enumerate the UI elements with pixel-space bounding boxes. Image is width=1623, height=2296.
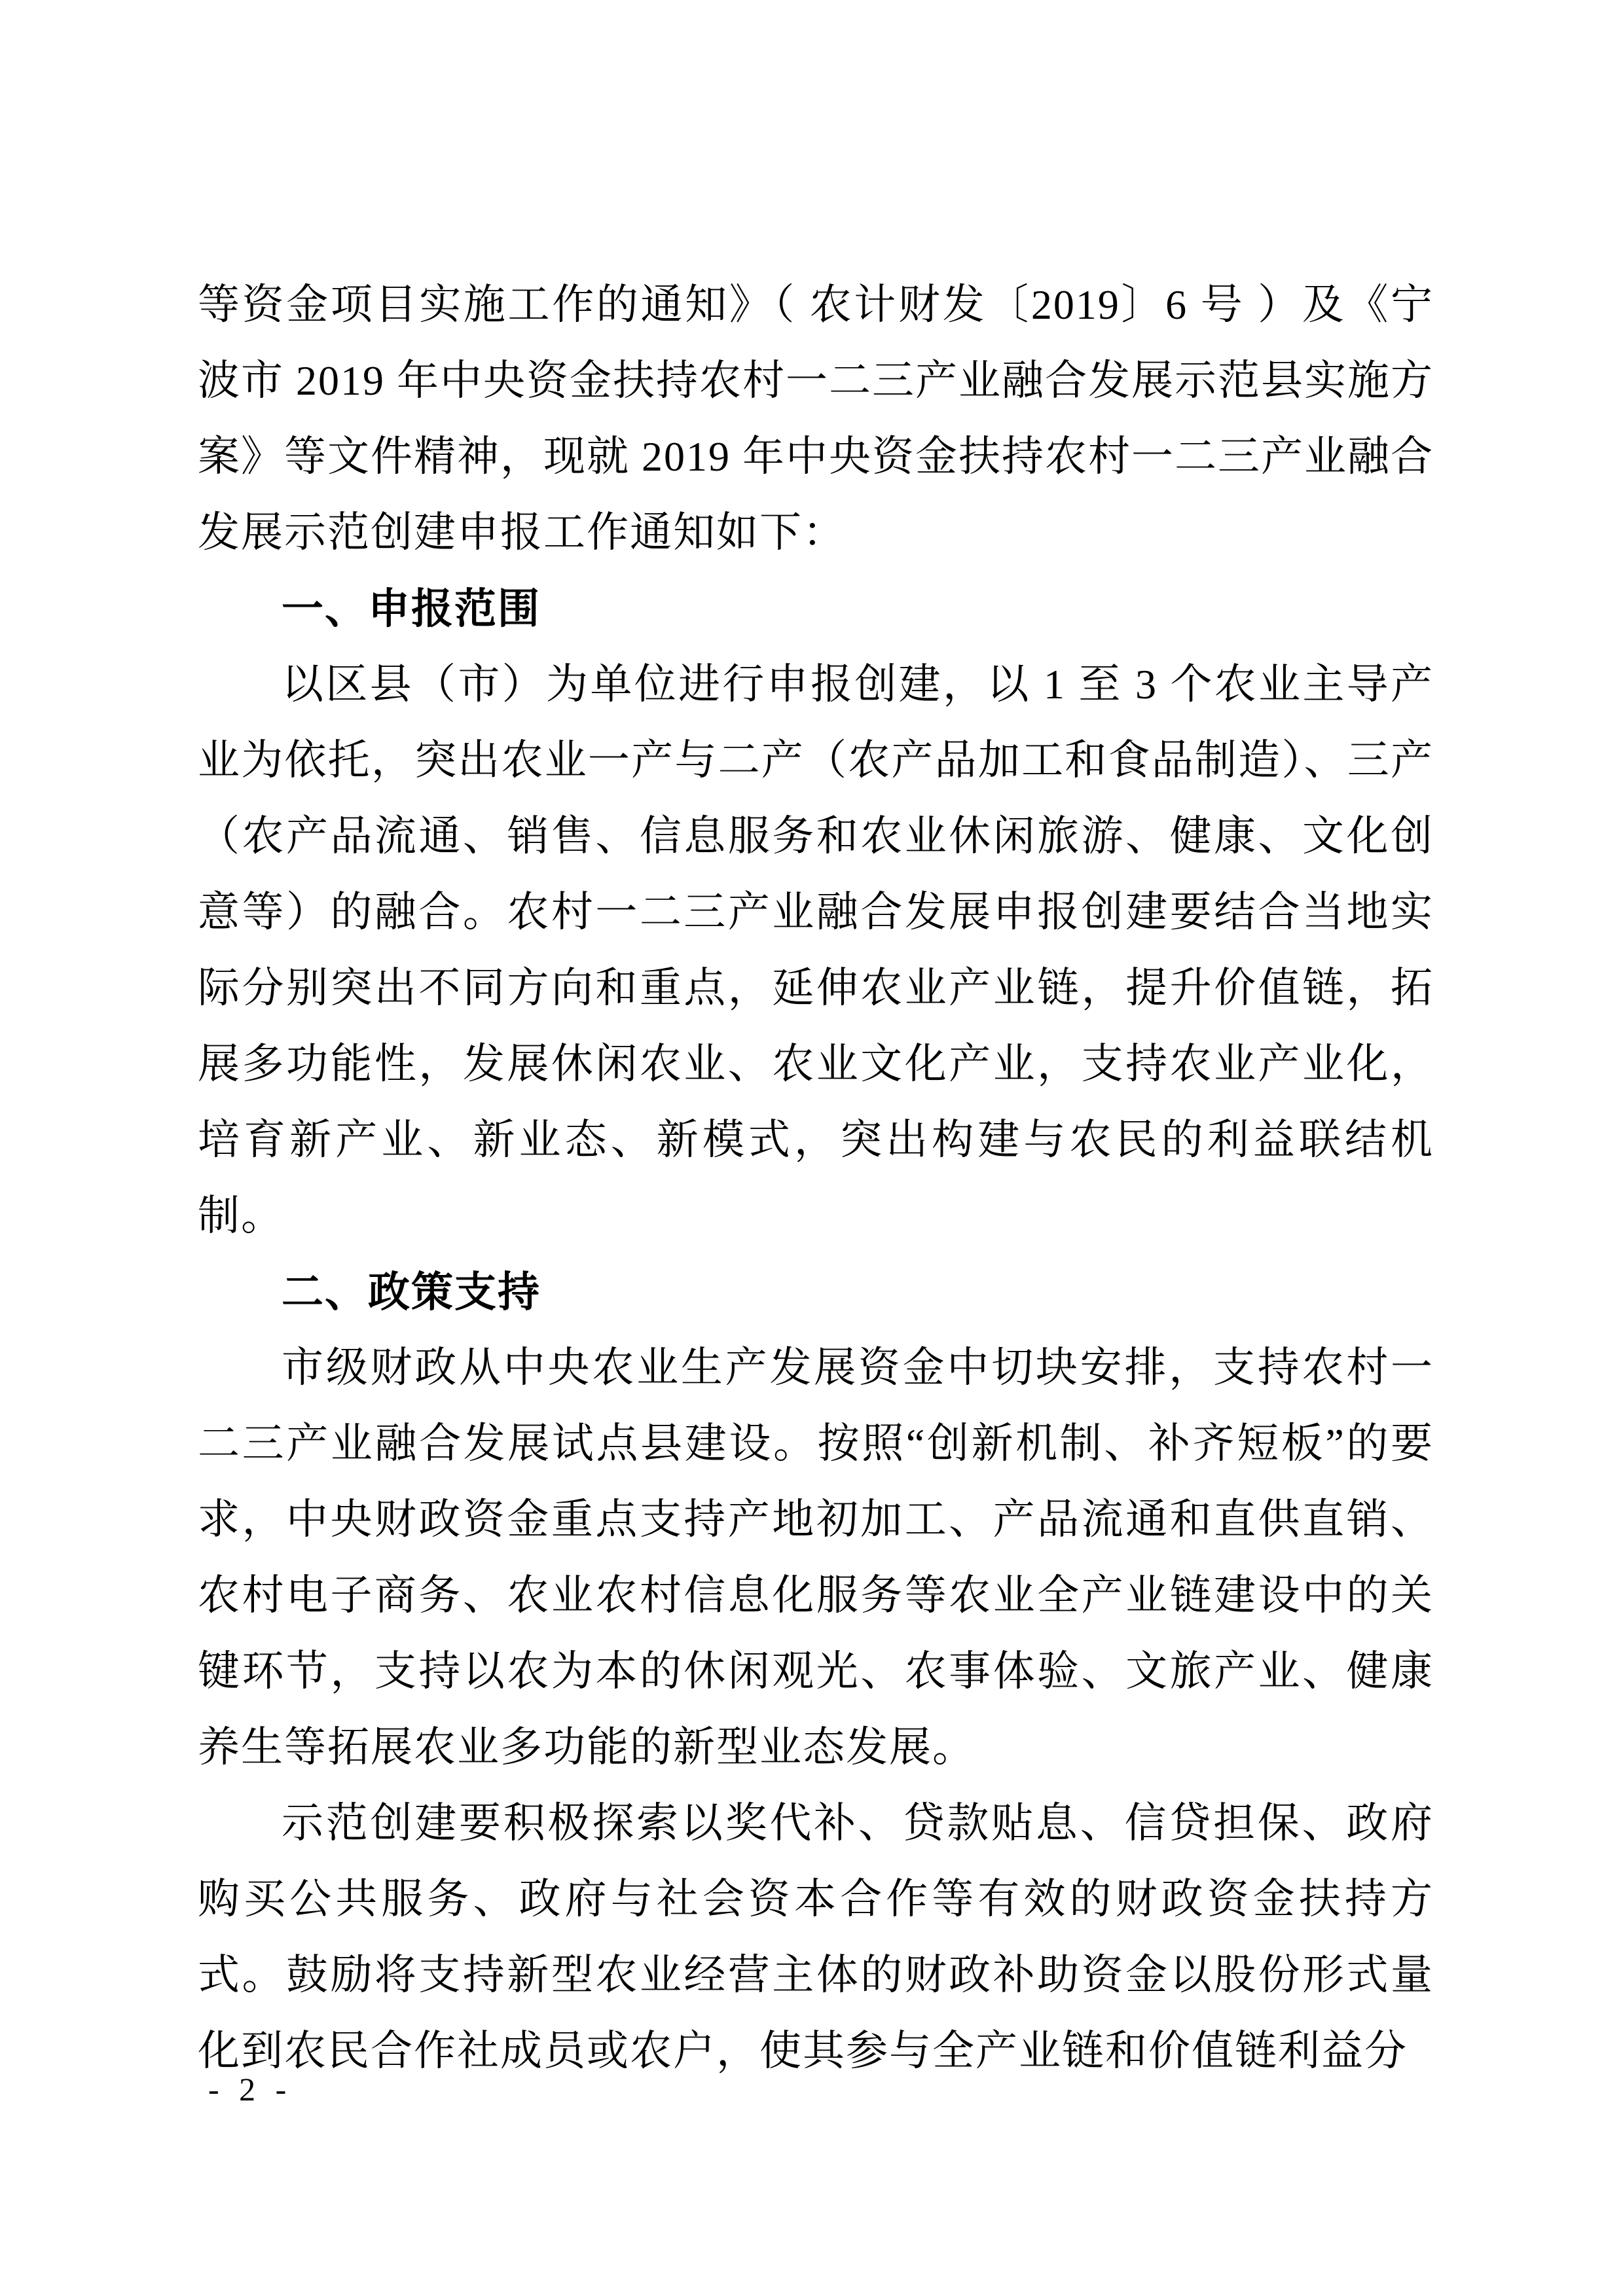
section-2-paragraph-2: 示范创建要积极探索以奖代补、贷款贴息、信贷担保、政府购买公共服务、政府与社会资本合作等有效的财政资金扶持方式。鼓励将支持新型农业经营主体的财政补助资金以股份形式量化到农民合作社成员或农户，使其参与全产业链和价值链利益分 xyxy=(198,1800,1434,2074)
section-2-heading: 二、政策支持 xyxy=(282,1268,541,1316)
document-body xyxy=(198,267,1434,2089)
section-1-paragraph: 以区县（市）为单位进行申报创建，以 1 至 3 个农业主导产业为依托，突出农业一产与二产（农产品加工和食品制造）、三产（农产品流通、销售、信息服务和农业休闲旅游、健康、文化创意等）的融合。农村一二三产业融合发展申报创建要结合当地实际分别突出不同方向和重点，延伸农业产业链，提升价值链，拓展多功能性，发展休闲农业、农业文化产业，支持农业产业化，培育新产业、新业态、新模式，突出构建与农民的利益联结机制。 xyxy=(198,661,1434,1239)
paragraph-continuation: 等资金项目实施工作的通知》（ 农计财发〔2019〕6 号 ）及《宁波市 2019 年中央资金扶持农村一二三产业融合发展示范县实施方案》等文件精神，现就 2019 年中央资金扶持农村一二三产业融合发展示范创建申报工作通知如下： xyxy=(198,281,1434,556)
section-1-heading: 一、申报范围 xyxy=(282,585,541,632)
page-number: - 2 - xyxy=(208,2071,287,2108)
section-2-paragraph-1: 市级财政从中央农业生产发展资金中切块安排，支持农村一二三产业融合发展试点县建设。按照“创新机制、补齐短板”的要求，中央财政资金重点支持产地初加工、产品流通和直供直销、农村电子商务、农业农村信息化服务等农业全产业链建设中的关键环节，支持以农为本的休闲观光、农事体验、文旅产业、健康养生等拓展农业多功能的新型业态发展。 xyxy=(198,1344,1434,1770)
